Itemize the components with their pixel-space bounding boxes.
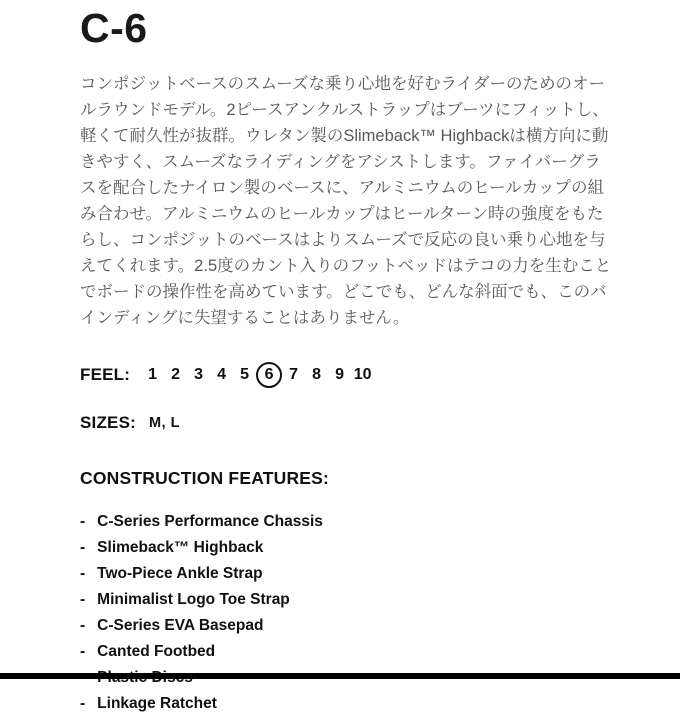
feature-label: Canted Footbed [97, 643, 216, 661]
bullet-dash: - [80, 617, 86, 635]
bottom-border [0, 673, 680, 679]
feel-number: 2 [171, 366, 181, 384]
feel-number: 5 [240, 366, 250, 384]
feature-item [80, 617, 680, 635]
bullet-dash: - [80, 695, 86, 713]
feel-number: 7 [289, 366, 299, 384]
bullet-dash: - [80, 565, 86, 583]
feature-item [80, 643, 680, 661]
product-description: コンポジットベースのスムーズな乗り心地を好むライダーのためのオールラウンドモデル。2ピースアンクルストラップはブーツにフィットし、軽くて耐久性が抜群。ウレタン製のSlimeback™ Highbackは横方向に動きやすく、スムーズなライディングをアシストします。ファイバーグラスを配合したナイロン製のベースに、アルミニウムのヒールカップの組み合わせ。アルミニウムのヒールカップはヒールターン時の強度をもたらし、コンポジットのベースはよりスムーズで反応の良い乗り心地を与えてくれます。2.5度のカント入りのフットベッドはテコの力を生むことでボードの操作性を高めています。どこでも、どんな斜面でも、このバインディングに失望することはありません。 [80, 75, 612, 328]
bullet-dash: - [80, 539, 86, 557]
bullet-dash: - [80, 513, 86, 531]
feature-item [80, 695, 680, 713]
construction-features-list [80, 513, 680, 713]
feel-scale [141, 362, 374, 388]
feel-row [80, 362, 680, 388]
feature-label: Minimalist Logo Toe Strap [97, 591, 290, 609]
bullet-dash: - [80, 591, 86, 609]
feel-number: 9 [335, 366, 345, 384]
bullet-dash: - [80, 643, 86, 661]
feature-label: Linkage Ratchet [97, 695, 217, 713]
feel-number: 3 [194, 366, 204, 384]
feature-label: Slimeback™ Highback [97, 539, 264, 557]
feel-number-selected: 6 [256, 362, 282, 388]
feature-item [80, 539, 680, 557]
feature-item [80, 513, 680, 531]
feature-item [80, 591, 680, 609]
sizes-row [80, 413, 680, 433]
feel-number: 1 [148, 366, 158, 384]
feel-number: 4 [217, 366, 227, 384]
feel-number: 8 [312, 366, 322, 384]
construction-features-heading: CONSTRUCTION FEATURES: [80, 468, 330, 489]
sizes-value: M, L [149, 415, 180, 432]
feature-label: C-Series EVA Basepad [97, 617, 264, 635]
feel-label: FEEL: [80, 365, 131, 385]
feature-label: Two-Piece Ankle Strap [97, 565, 263, 583]
feature-item [80, 565, 680, 583]
feel-number: 10 [353, 366, 372, 384]
product-title: C-6 [80, 5, 148, 51]
feature-label: C-Series Performance Chassis [97, 513, 323, 531]
sizes-label: SIZES: [80, 413, 136, 433]
